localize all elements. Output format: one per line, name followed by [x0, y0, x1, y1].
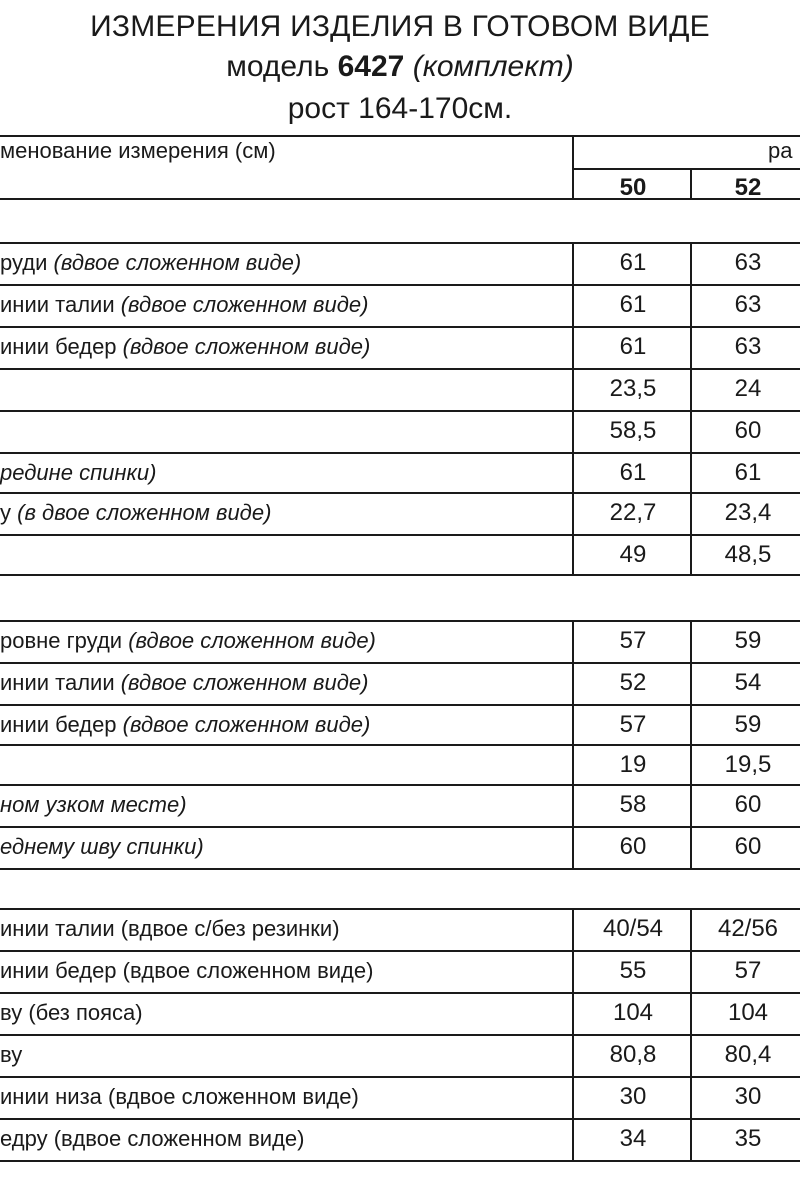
value-size-52: 30 [734, 1083, 762, 1110]
measurement-note: (в двое сложенном виде) [17, 500, 272, 525]
measurement-name [0, 292, 368, 318]
value-size-50: 23,5 [609, 375, 657, 402]
measurement-name [0, 670, 368, 696]
table-rule [0, 620, 800, 622]
value-size-52: 35 [734, 1125, 762, 1152]
value-size-52: 63 [734, 249, 762, 276]
value-size-52: 24 [734, 375, 762, 402]
name-column-header: менование измерения (см) [0, 138, 276, 163]
measurement-note: (вдвое сложенном виде) [122, 334, 371, 359]
table-rule [0, 744, 800, 746]
table-rule [0, 868, 800, 870]
measurement-name [0, 712, 370, 738]
measurement-label: руди [0, 250, 48, 275]
value-size-50: 55 [619, 957, 647, 984]
value-size-50: 80,8 [609, 1041, 657, 1068]
measurement-label: инии талии (вдвое с/без резинки) [0, 916, 340, 941]
measurement-name [0, 500, 271, 526]
table-rule [0, 452, 800, 454]
measurement-label: инии бедер (вдвое сложенном виде) [0, 958, 374, 983]
value-size-50: 19 [619, 751, 647, 778]
value-size-52: 42/56 [717, 915, 779, 942]
value-size-52: 80,4 [724, 1041, 772, 1068]
value-size-52: 60 [734, 833, 762, 860]
measurement-label: инии низа (вдвое сложенном виде) [0, 1084, 359, 1109]
value-size-50: 57 [619, 627, 647, 654]
measurement-label: ровне груди [0, 628, 123, 653]
table-rule [0, 368, 800, 370]
value-size-50: 60 [619, 833, 647, 860]
value-size-52: 60 [734, 791, 762, 818]
measurement-name [0, 334, 370, 360]
document-title: ИЗМЕРЕНИЯ ИЗДЕЛИЯ В ГОТОВОМ ВИДЕ [90, 10, 710, 43]
table-rule [572, 620, 574, 868]
value-size-52: 59 [734, 711, 762, 738]
value-size-52: 60 [734, 417, 762, 444]
value-size-52: 63 [734, 333, 762, 360]
value-size-50: 52 [619, 669, 647, 696]
table-rule [572, 908, 574, 1160]
table-rule [0, 410, 800, 412]
measurement-name [0, 628, 376, 654]
value-size-52: 104 [727, 999, 769, 1026]
table-rule [690, 908, 692, 1160]
measurement-note: (вдвое сложенном виде) [122, 712, 371, 737]
measurement-label: инии бедер [0, 334, 117, 359]
measurement-note: еднему шву спинки) [0, 834, 204, 859]
table-rule [0, 198, 800, 200]
table-rule [0, 492, 800, 494]
table-rule [0, 992, 800, 994]
table-rule [0, 1160, 800, 1162]
measurement-name [0, 1084, 359, 1110]
value-size-52: 54 [734, 669, 762, 696]
measurement-note: (вдвое сложенном виде) [53, 250, 302, 275]
measurement-label: инии бедер [0, 712, 117, 737]
measurement-name [0, 916, 340, 942]
table-rule [690, 168, 692, 200]
model-prefix: модель [226, 50, 330, 83]
measurement-label: едру (вдвое сложенном виде) [0, 1126, 305, 1151]
table-rule [0, 1034, 800, 1036]
value-size-50: 61 [619, 291, 647, 318]
value-size-50: 30 [619, 1083, 647, 1110]
table-rule [0, 534, 800, 536]
measurement-label: инии талии [0, 670, 115, 695]
measurement-note: (вдвое сложенном виде) [128, 628, 376, 653]
value-size-50: 34 [619, 1125, 647, 1152]
table-rule [0, 950, 800, 952]
measurement-name [0, 834, 204, 860]
table-rule [572, 242, 574, 574]
value-size-50: 58 [619, 791, 647, 818]
size-column-header: ра [768, 138, 793, 163]
value-size-52: 48,5 [724, 541, 772, 568]
table-rule [572, 135, 574, 200]
value-size-50: 58,5 [609, 417, 657, 444]
size-52-header: 52 [734, 174, 762, 201]
measurement-name [0, 1126, 305, 1152]
table-rule [690, 620, 692, 868]
value-size-50: 40/54 [602, 915, 664, 942]
table-rule [0, 326, 800, 328]
value-size-50: 57 [619, 711, 647, 738]
table-rule [0, 242, 800, 244]
measurement-note: редине спинки) [0, 460, 157, 485]
measurement-label: у [0, 500, 11, 525]
value-size-50: 61 [619, 249, 647, 276]
model-kit: (комплект) [412, 50, 574, 83]
value-size-52: 59 [734, 627, 762, 654]
value-size-50: 104 [612, 999, 654, 1026]
value-size-52: 63 [734, 291, 762, 318]
table-rule [0, 826, 800, 828]
measurement-label: ву (без пояса) [0, 1000, 143, 1025]
value-size-52: 19,5 [724, 751, 772, 778]
table-rule [0, 1076, 800, 1078]
table-rule [0, 662, 800, 664]
height-line: рост 164-170см. [287, 92, 513, 125]
table-rule [0, 704, 800, 706]
value-size-52: 23,4 [724, 499, 772, 526]
table-rule [0, 908, 800, 910]
measurement-name [0, 1042, 22, 1068]
measurement-name [0, 250, 301, 276]
measurement-label: инии талии [0, 292, 115, 317]
table-rule [0, 784, 800, 786]
value-size-50: 22,7 [609, 499, 657, 526]
measurement-note: (вдвое сложенном виде) [120, 292, 369, 317]
model-number: 6427 [337, 50, 405, 83]
table-rule [573, 168, 800, 170]
measurement-label: ву [0, 1042, 23, 1067]
measurement-note: (вдвое сложенном виде) [120, 670, 369, 695]
table-rule [690, 242, 692, 574]
value-size-50: 61 [619, 459, 647, 486]
measurement-name [0, 1000, 143, 1026]
model-line [0, 50, 800, 84]
table-rule [0, 1118, 800, 1120]
value-size-50: 49 [619, 541, 647, 568]
value-size-52: 57 [734, 957, 762, 984]
table-rule [0, 284, 800, 286]
size-50-header: 50 [619, 174, 647, 201]
table-rule [0, 135, 800, 137]
value-size-50: 61 [619, 333, 647, 360]
table-rule [0, 574, 800, 576]
value-size-52: 61 [734, 459, 762, 486]
measurement-name [0, 958, 373, 984]
measurement-note: ном узком месте) [0, 792, 187, 817]
measurement-name [0, 792, 187, 818]
measurement-name [0, 460, 156, 486]
